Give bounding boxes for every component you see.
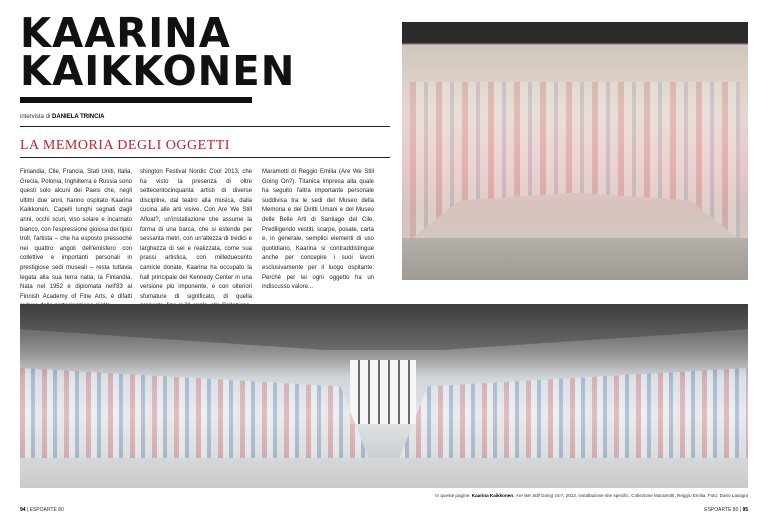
gallery-floor [402,238,748,280]
column-text: Finlandia, Cile, Francia, Stati Uniti, Italia, Grecia, Polonia, Inghilterra e Russia sono questi solo alcuni dei Paesi che, negli ultimi due anni, hanno ospitato Kaarina Kaikkonen. Capelli lunghi segnati dagli anni, occhi scuri, viso solare e incarnato bianco, con l'espressione gioiosa dei tipici troll, l'artista – che ha esposto pressoché nei quattro angoli dell'emisfero con collettive e importanti personali in prestigiose sedi museali – resta tuttavia legata alla sua terra natia, la Finlandia. Nata nel 1952 e diplomata nell'83 al Finnish Academy of Fine Arts, è difatti [20,169,132,300]
caption-work: Are We Still Going On? [515,493,564,498]
interview-author: DANIELA TRINCIA [52,114,105,120]
title-line-1: KAARINA [20,9,231,57]
text-column-2 [140,168,252,312]
article-subtitle: LA MEMORIA DEGLI OGGETTI [20,138,230,153]
caption-details: , 2012, installazione site specific. Collezione Maramotti, Reggio Emilia. Foto: Dario Lasagni [563,493,748,498]
caption-prefix: In queste pagine: [435,493,471,498]
photo-caption: In queste pagine: Kaarina Kaikkonen, Are We Still Going On?, 2012, installazione site specific. Collezione Maramotti, Reggio Emilia. Foto: Dario Lasagni [435,493,748,498]
text-column-1 [20,168,132,312]
interview-credit [20,114,104,120]
gallery-windows [350,360,416,424]
title-line-2: KAIKKONEN [20,47,296,95]
footer-right: ESPOARTE 80 | 95 [704,507,748,513]
article-title [20,9,296,95]
gallery-floor [20,458,748,488]
installation-photo-bottom [20,304,748,488]
page-number-right: 95 [742,507,748,513]
text-column-3 [262,168,374,293]
column-text: shington Festival Nordic Cool 2013, che ha visto la presenza di oltre settecentocinquanta artisti di diverse discipline, dal teatro alla musica, dalla cucina alle arti visive. Con Are We Still Afloat?, un'installazione che assume la forma di una barca, che si estende per sessanta metri, con un'altezza di tredici e larghezza di sei e realizzata, come sua prassi artistica, con milleduecento camicie donate, Kaarina ha occupato la hall principale del Kennedy Center in una versione più imponente, e con ulteriori sfumature di significato, di quella [140,169,252,300]
gallery-ceiling [20,304,748,350]
shirts-installation [410,82,740,240]
footer-left: 94 | ESPOARTE 80 [20,507,64,513]
divider [20,157,390,158]
installation-photo-top [402,22,748,280]
caption-artist: Kaarina Kaikkonen [471,493,514,498]
magazine-name-left: ESPOARTE 80 [29,507,64,513]
page-number-left: 94 [20,507,26,513]
title-rule [20,97,252,103]
magazine-name-right: ESPOARTE 80 [704,507,739,513]
interview-prefix: intervista di [20,114,51,120]
column-text: Maramotti di Reggio Emilia (Are We Still Going On?). Titanica impresa alla quale ha seguito l'altra importante personale suddivisa tra le sedi del Museo della Memoria e dei Diritti Umani e del Museo delle Belle Arti di Santiago del Cile. Prediligendo vestiti, scarpe, posate, carta e, in generale, semplici elementi di uso quotidiano, Kaarina si contraddistingue anche per concepire i suoi lavori esclusivamente per il luogo ospitante. Perché per lei ogni oggetto ha un indiscusso valore... [262,169,374,291]
divider [20,126,390,127]
